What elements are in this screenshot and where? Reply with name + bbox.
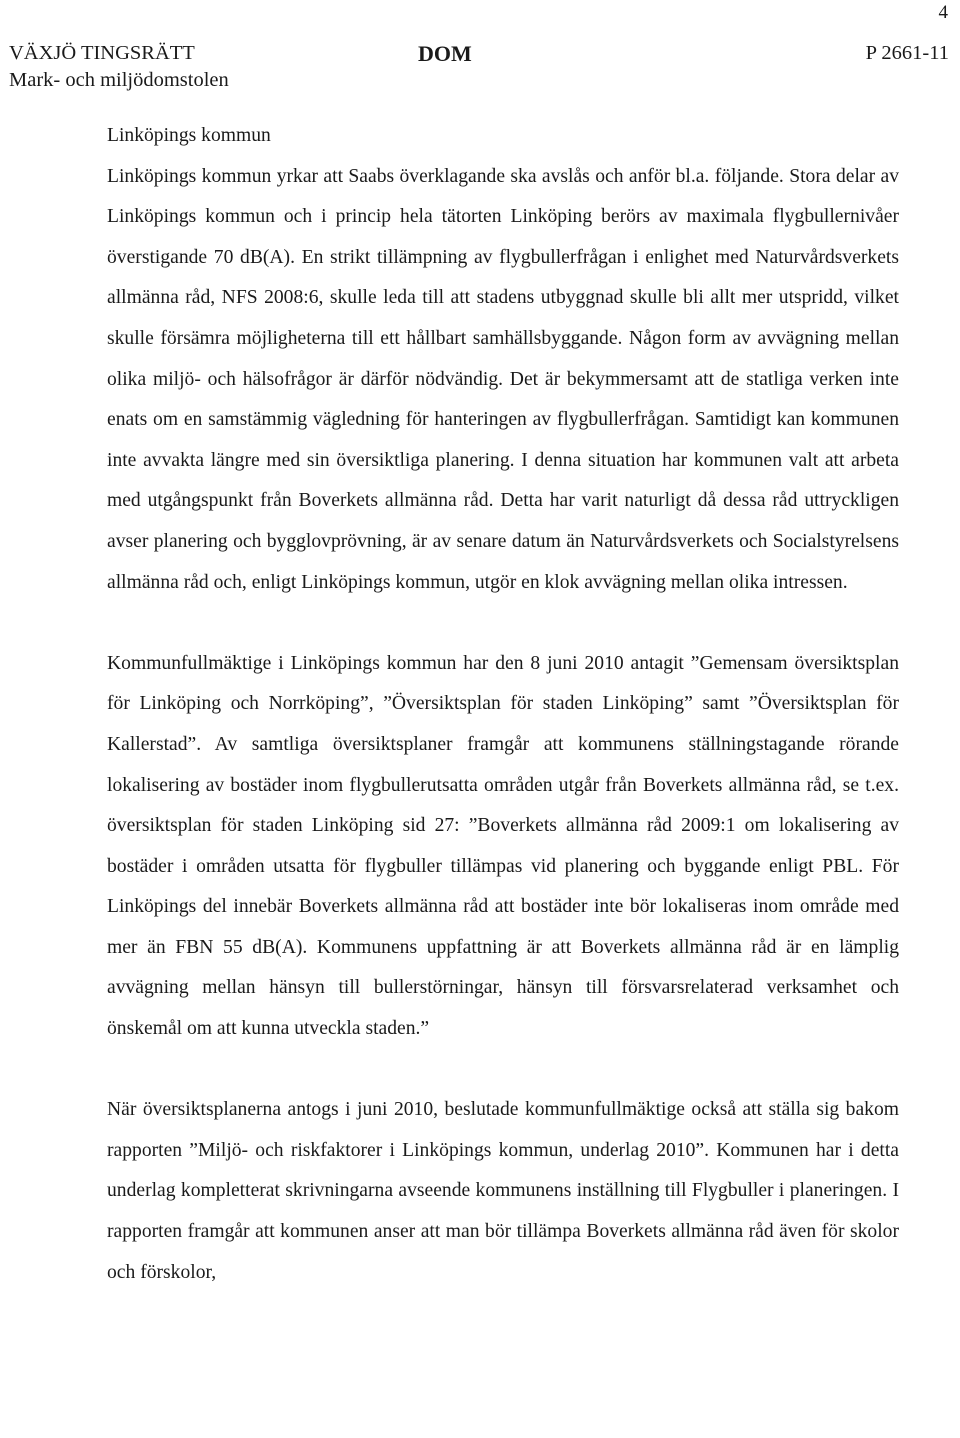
court-name: VÄXJÖ TINGSRÄTT	[9, 42, 195, 64]
paragraph-rapport: När översiktsplanerna antogs i juni 2010, beslutade kommunfullmäktige också att ställa sig bakom rapporten ”Miljö- och riskfaktorer i Linköpings kommun, underlag 2010”. Kommunen har i detta underlag kompletterat skrivningarna avseende kommunens inställning till Flygbuller i planeringen. I rapporten framgår att kommunen anser att man bör tillämpa Boverkets allmänna råd även för skolor och förskolor,	[107, 1099, 899, 1283]
document-header	[9, 40, 949, 96]
document-type: DOM	[418, 41, 472, 66]
page-number: 4	[938, 2, 948, 23]
case-number: P 2661-11	[865, 42, 949, 64]
document-body	[107, 116, 899, 1293]
paragraph-kommun-yrkande: Linköpings kommun yrkar att Saabs överklagande ska avslås och anför bl.a. följande. Stora delar av Linköpings kommun och i princip hela tätorten Linköping berörs av maximala flygbullernivåer överstigande 70 dB(A). En strikt tillämpning av flygbullerfrågan i enlighet med Naturvårdsverkets allmänna råd, NFS 2008:6, skulle leda till att stadens utbyggnad skulle bli allt mer utspridd, vilket skulle försämra möjligheterna till ett hållbart samhällsbyggande. Någon form av avvägning mellan olika miljö- och hälsofrågor är därför nödvändig. Det är bekymmersamt att de statliga verken inte enats om en samstämmig vägledning för hanteringen av flygbullerfrågan. Samtidigt kan kommunen inte avvakta längre med sin översiktliga planering. I denna situation har kommunen valt att arbeta med utgångspunkt från Boverkets allmänna råd. Detta har varit naturligt då dessa råd uttryckligen avser planering och bygglovprövning, är av senare datum än Naturvårdsverkets och Socialstyrelsens allmänna råd och, enligt Linköpings kommun, utgör en klok avvägning mellan olika intressen.	[107, 165, 899, 593]
paragraph-oversiktsplaner: Kommunfullmäktige i Linköpings kommun har den 8 juni 2010 antagit ”Gemensam översiktsplan för Linköping och Norrköping”, ”Översiktsplan för staden Linköping” samt ”Översiktsplan för Kallerstad”. Av samtliga översiktsplaner framgår att kommunens ställningstagande rörande lokalisering av bostäder inom flygbullerutsatta områden utgår från Boverkets allmänna råd, se t.ex. översiktsplan för staden Linköping sid 27: ”Boverkets allmänna råd 2009:1 om lokalisering av bostäder i områden utsatta för flygbuller tillämpas vid planering och byggande enligt PBL. För Linköpings del innebär Boverkets allmänna råd att bostäder inte bör lokaliseras inom område med mer än FBN 55 dB(A). Kommunens uppfattning är att Boverkets allmänna råd är en lämplig avvägning mellan hänsyn till bullerstörningar, hänsyn till försvarsrelaterad verksamhet och önskemål om att kunna utveckla staden.”	[107, 652, 899, 1040]
court-division: Mark- och miljödomstolen	[9, 69, 229, 91]
section-heading: Linköpings kommun	[107, 125, 271, 146]
